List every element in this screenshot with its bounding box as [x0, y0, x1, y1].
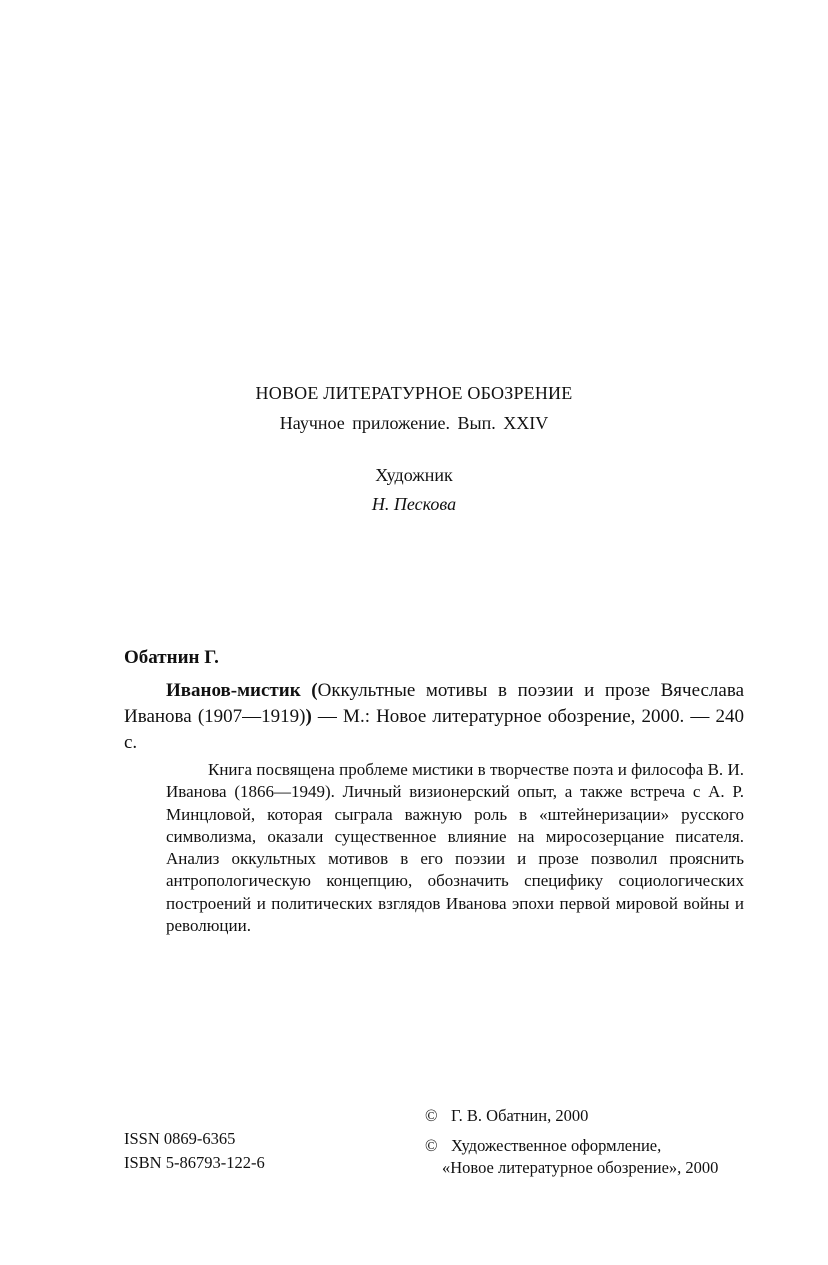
copyright-symbol-2: ©	[425, 1136, 438, 1155]
isbn: ISBN 5-86793-122-6	[124, 1153, 265, 1172]
copyright-author-line	[425, 1105, 718, 1127]
book-title-main: Иванов-мистик (	[166, 680, 318, 701]
series-subtitle: Научное приложение. Вып. XXIV	[279, 413, 549, 433]
book-title-close: )	[305, 706, 312, 727]
identifiers-block	[124, 1127, 265, 1175]
issn: ISSN 0869-6365	[124, 1129, 236, 1148]
artist-label: Художник	[375, 465, 453, 485]
artist-name: Н. Пескова	[371, 494, 457, 514]
copyright-author: Г. В. Обатнин, 2000	[451, 1106, 589, 1125]
series-title: НОВОЕ ЛИТЕРАТУРНОЕ ОБОЗРЕНИЕ	[255, 383, 573, 403]
copyright-design-line	[425, 1135, 718, 1157]
annotation-text: Книга посвящена проблеме мистики в творчестве поэта и философа В. И. Иванова (1866—1949). Личный визионерский опыт, а также встреча с А. Р. Минцловой, которая сыграла важную роль в «штейнеризации» русского символизма, оказали существенное влияние на миросозерцание писателя. Анализ оккультных мотивов в его поэзии и прозе позволил прояснить антропологическую концепцию, обозначить специфику социологических построений и политических взглядов Иванова эпохи первой мировой войны и революции.	[166, 760, 744, 936]
book-title-paragraph	[124, 678, 744, 756]
copyright-symbol: ©	[425, 1106, 438, 1125]
copyright-block	[425, 1105, 718, 1179]
book-subtitle: Оккультные мотивы в поэзии и прозе Вячеслава Иванова (1907—1919)	[124, 680, 745, 727]
book-author: Обатнин Г.	[124, 647, 219, 668]
book-imprint: — М.: Новое литературное обозрение, 2000. — 240 с.	[124, 706, 744, 753]
copyright-design: Художественное оформление,	[451, 1136, 662, 1155]
copyright-publisher-line: «Новое литературное обозрение», 2000	[442, 1158, 719, 1177]
